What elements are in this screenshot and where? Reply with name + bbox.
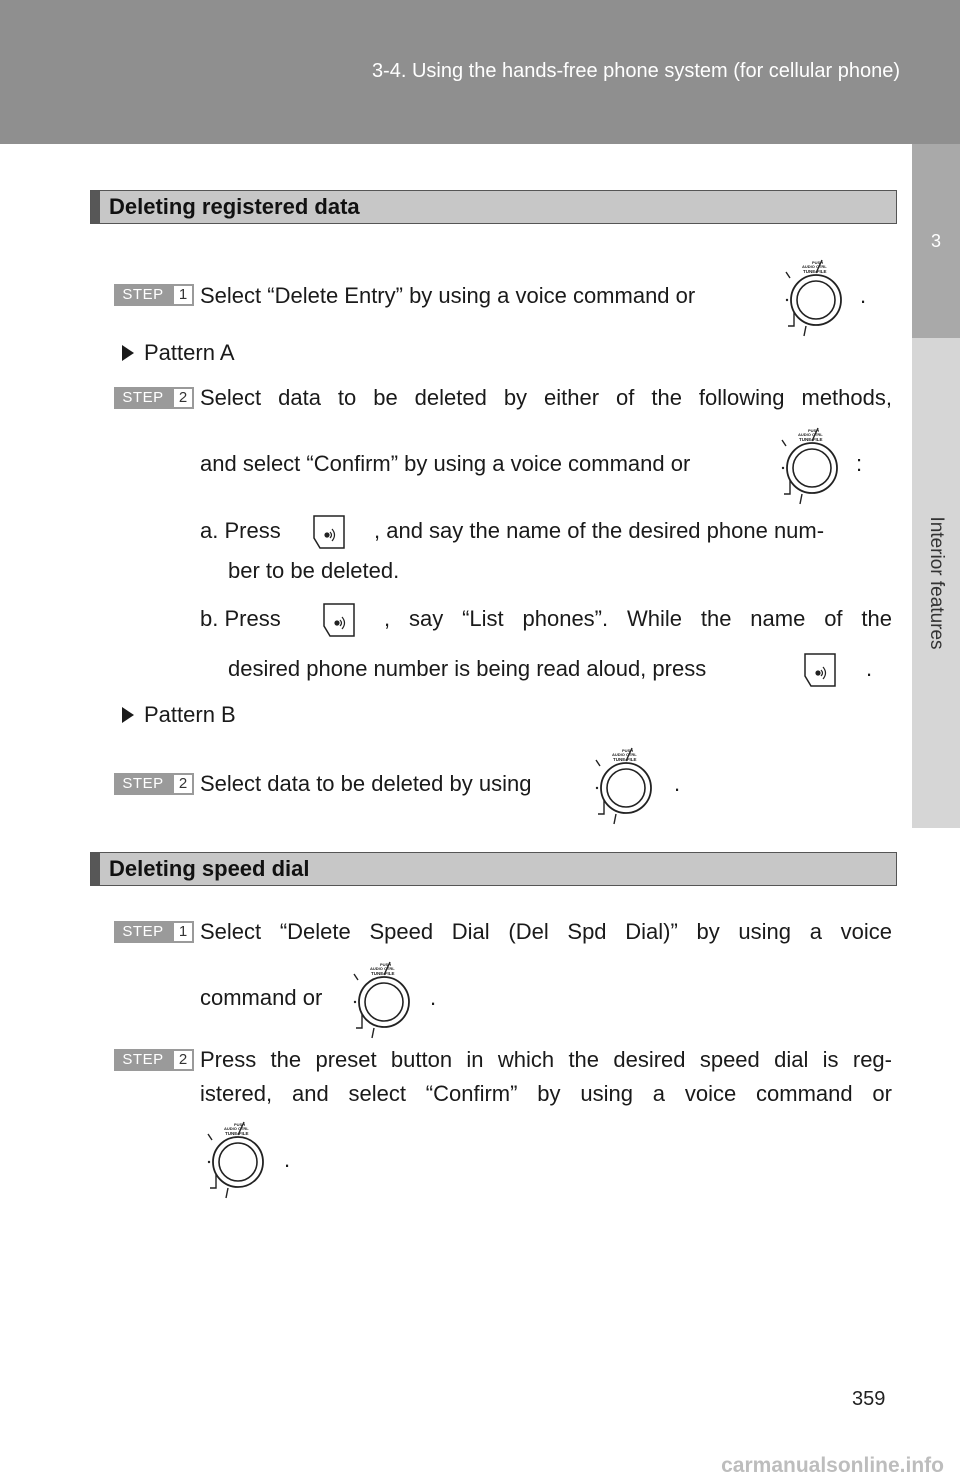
section-heading-deleting-registered-data [90, 190, 897, 224]
tune-file-knob-icon [344, 958, 426, 1040]
step-badge-2: STEP 2 [114, 773, 194, 795]
svg-text:TUNE·FILE: TUNE·FILE [225, 1131, 249, 1136]
talk-switch-icon [803, 652, 837, 688]
svg-text:TUNE·FILE: TUNE·FILE [799, 437, 823, 442]
svg-text:PUSH: PUSH [380, 962, 392, 967]
pattern-a-label: Pattern A [144, 340, 235, 365]
step1-text: Select “Delete Entry” by using a voice command or [200, 283, 696, 308]
method-b-continuation: desired phone number is being read aloud, press [228, 656, 707, 681]
section-title: Deleting registered data [109, 194, 360, 219]
method-a-continuation: ber to be deleted. [228, 558, 400, 583]
talk-switch-icon [312, 514, 346, 550]
method-b-text: , say “List phones”. While the name of the [384, 606, 892, 631]
svg-text:AUDIO CTRL: AUDIO CTRL [612, 752, 637, 757]
page-header [0, 0, 960, 144]
arrow-icon [122, 345, 134, 361]
section-title: Deleting speed dial [109, 856, 310, 881]
step-badge-1: STEP 1 [114, 284, 194, 306]
speed-dial-step2-line2: istered, and select “Confirm” by using a voice command or [200, 1081, 892, 1106]
svg-text:TUNE·FILE: TUNE·FILE [613, 757, 637, 762]
svg-text:AUDIO CTRL: AUDIO CTRL [802, 264, 827, 269]
step-badge-1: STEP 1 [114, 921, 194, 943]
talk-switch-icon [322, 602, 356, 638]
section-heading-deleting-speed-dial [90, 852, 897, 886]
tune-file-knob-icon [198, 1118, 280, 1200]
svg-text:AUDIO CTRL: AUDIO CTRL [798, 432, 823, 437]
step2-line2: and select “Confirm” by using a voice command or [200, 451, 691, 476]
chapter-tab [912, 338, 960, 828]
svg-text:TUNE·FILE: TUNE·FILE [803, 269, 827, 274]
svg-text:TUNE·FILE: TUNE·FILE [371, 971, 395, 976]
watermark: carmanualsonline.info [721, 1454, 944, 1477]
svg-text:PUSH: PUSH [808, 428, 820, 433]
svg-text:PUSH: PUSH [234, 1122, 246, 1127]
step2-line1: Select data to be deleted by either of the following methods, [200, 385, 892, 410]
pattern-b-label: Pattern B [144, 702, 236, 727]
svg-text:PUSH: PUSH [812, 260, 824, 265]
tune-file-knob-icon [586, 744, 668, 826]
svg-text:PUSH: PUSH [622, 748, 634, 753]
speed-dial-step1-line2: command or [200, 985, 323, 1010]
method-a-prefix: a. Press [200, 518, 281, 543]
svg-text:AUDIO CTRL: AUDIO CTRL [370, 966, 395, 971]
step2b-text: Select data to be deleted by using [200, 771, 532, 796]
header-title: 3-4. Using the hands-free phone system (for cellular phone) [371, 60, 900, 82]
tune-file-knob-icon [772, 424, 854, 506]
svg-text:AUDIO CTRL: AUDIO CTRL [224, 1126, 249, 1131]
method-b-prefix: b. Press [200, 606, 281, 631]
step-badge-2: STEP 2 [114, 387, 194, 409]
arrow-icon [122, 707, 134, 723]
speed-dial-step2-line1: Press the preset button in which the desired speed dial is reg- [200, 1047, 892, 1072]
chapter-tab-label: Interior features [926, 516, 947, 650]
page-number: 359 [852, 1388, 886, 1410]
chapter-tab-number: 3 [912, 144, 960, 338]
step-badge-2: STEP 2 [114, 1049, 194, 1071]
method-a-text: , and say the name of the desired phone num- [374, 518, 825, 543]
speed-dial-step1-line1: Select “Delete Speed Dial (Del Spd Dial)” by using a voice [200, 919, 892, 944]
tune-file-knob-icon [776, 256, 858, 338]
